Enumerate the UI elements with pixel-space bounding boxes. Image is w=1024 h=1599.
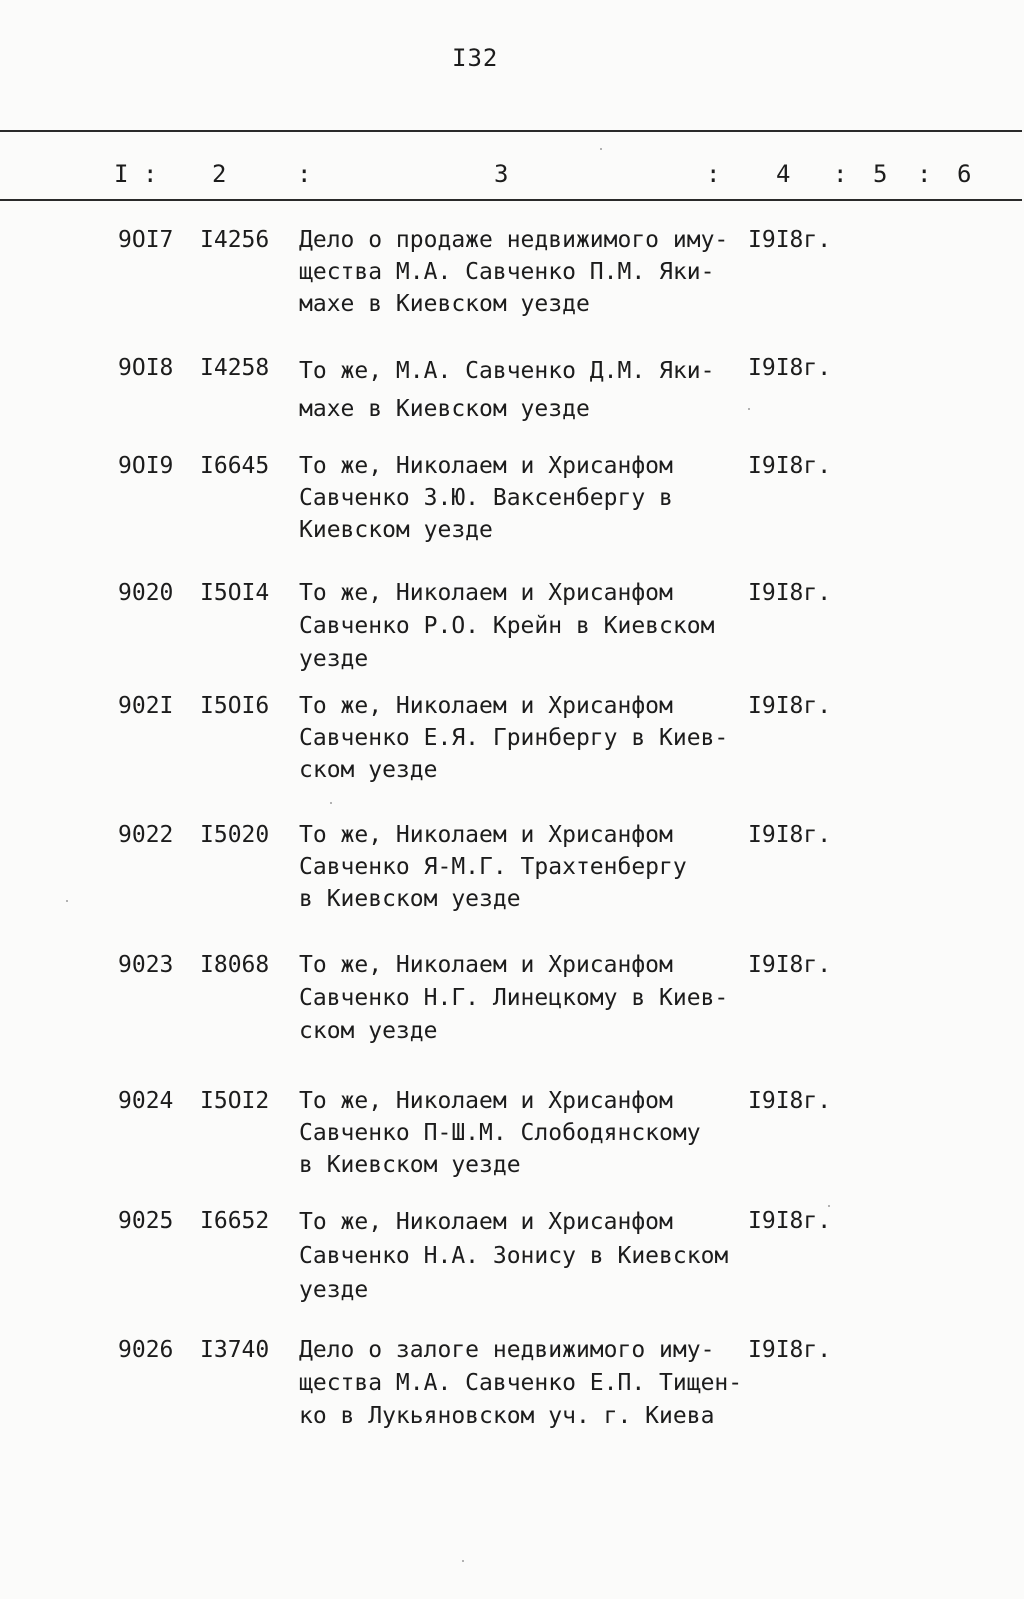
- description-line: Савченко Я-М.Г. Трахтенбергу: [299, 854, 687, 880]
- record-number: 9023: [118, 952, 174, 978]
- description-line: То же, М.А. Савченко Д.М. Яки-: [299, 358, 715, 384]
- header-bottom-rule: [0, 199, 1022, 201]
- column-separator: :: [833, 160, 848, 188]
- description-line: Савченко Е.Я. Гринбергу в Киев-: [299, 725, 729, 751]
- record-year: I9I8г.: [748, 952, 832, 978]
- page-number: I32: [452, 44, 499, 72]
- description-line: То же, Николаем и Хрисанфом: [299, 1088, 673, 1114]
- description-line: щества М.А. Савченко П.М. Яки-: [299, 259, 715, 285]
- column-header-3: 3: [494, 160, 509, 188]
- column-separator: :: [143, 160, 158, 188]
- record-year: I9I8г.: [748, 1208, 832, 1234]
- record-code: I5OI4: [200, 580, 270, 606]
- description-line: уезде: [299, 1277, 369, 1303]
- record-number: 9026: [118, 1337, 174, 1363]
- column-header-2: 2: [212, 160, 227, 188]
- record-code: I8068: [200, 952, 270, 978]
- record-year: I9I8г.: [748, 355, 832, 381]
- scan-speck: [462, 1560, 464, 1562]
- record-year: I9I8г.: [748, 227, 832, 253]
- description-line: Киевском уезде: [299, 517, 493, 543]
- description-line: То же, Николаем и Хрисанфом: [299, 453, 673, 479]
- record-description: [299, 1085, 701, 1181]
- column-separator: :: [297, 160, 312, 188]
- description-line: Дело о залоге недвижимого иму-: [299, 1337, 715, 1363]
- description-line: ском уезде: [299, 1018, 438, 1044]
- column-header-1: I: [114, 160, 129, 188]
- description-line: Савченко П-Ш.М. Слободянскому: [299, 1120, 701, 1146]
- scan-speck: [66, 900, 68, 902]
- record-code: I5OI2: [200, 1088, 270, 1114]
- record-number: 902I: [118, 693, 174, 719]
- header-top-rule: [0, 130, 1022, 132]
- description-line: ском уезде: [299, 757, 438, 783]
- column-separator: :: [706, 160, 721, 188]
- scan-speck: [600, 148, 602, 150]
- record-description: [299, 224, 728, 320]
- description-line: То же, Николаем и Хрисанфом: [299, 580, 673, 606]
- record-code: I6645: [200, 453, 270, 479]
- scan-speck: [748, 408, 750, 410]
- record-number: 9OI9: [118, 453, 174, 479]
- column-header-4: 4: [776, 160, 791, 188]
- description-line: Савченко З.Ю. Ваксенбергу в: [299, 485, 673, 511]
- description-line: щества М.А. Савченко Е.П. Тищен-: [299, 1370, 743, 1396]
- description-line: То же, Николаем и Хрисанфом: [299, 693, 673, 719]
- record-year: I9I8г.: [748, 1337, 832, 1363]
- description-line: уезде: [299, 646, 369, 672]
- description-line: Савченко Н.Г. Линецкому в Киев-: [299, 985, 729, 1011]
- description-line: То же, Николаем и Хрисанфом: [299, 952, 673, 978]
- record-year: I9I8г.: [748, 453, 832, 479]
- record-year: I9I8г.: [748, 822, 832, 848]
- column-header-6: 6: [957, 160, 972, 188]
- record-code: I3740: [200, 1337, 270, 1363]
- record-year: I9I8г.: [748, 1088, 832, 1114]
- record-description: [299, 450, 673, 546]
- record-number: 9020: [118, 580, 174, 606]
- description-line: Дело о продаже недвижимого иму-: [299, 227, 729, 253]
- scan-speck: [828, 1205, 830, 1207]
- record-code: I6652: [200, 1208, 270, 1234]
- description-line: в Киевском уезде: [299, 1152, 521, 1178]
- record-description: [299, 1205, 728, 1307]
- record-code: I5OI6: [200, 693, 270, 719]
- scan-speck: [330, 802, 332, 804]
- record-code: I4258: [200, 355, 270, 381]
- description-line: То же, Николаем и Хрисанфом: [299, 822, 673, 848]
- record-number: 9024: [118, 1088, 174, 1114]
- record-number: 9OI7: [118, 227, 174, 253]
- description-line: То же, Николаем и Хрисанфом: [299, 1209, 673, 1235]
- record-description: [299, 819, 687, 915]
- record-description: [299, 1334, 742, 1433]
- record-description: [299, 690, 728, 786]
- description-line: махе в Киевском уезде: [299, 396, 590, 422]
- record-year: I9I8г.: [748, 580, 832, 606]
- record-number: 9022: [118, 822, 174, 848]
- description-line: Савченко Р.О. Крейн в Киевском: [299, 613, 715, 639]
- column-separator: :: [917, 160, 932, 188]
- record-number: 9OI8: [118, 355, 174, 381]
- record-code: I4256: [200, 227, 270, 253]
- record-code: I5020: [200, 822, 270, 848]
- description-line: ко в Лукьяновском уч. г. Киева: [299, 1403, 715, 1429]
- column-header-5: 5: [873, 160, 888, 188]
- record-description: [299, 352, 714, 428]
- record-year: I9I8г.: [748, 693, 832, 719]
- record-number: 9025: [118, 1208, 174, 1234]
- record-description: [299, 949, 728, 1048]
- description-line: махе в Киевском уезде: [299, 291, 590, 317]
- description-line: Савченко Н.А. Зонису в Киевском: [299, 1243, 729, 1269]
- description-line: в Киевском уезде: [299, 886, 521, 912]
- record-description: [299, 577, 714, 676]
